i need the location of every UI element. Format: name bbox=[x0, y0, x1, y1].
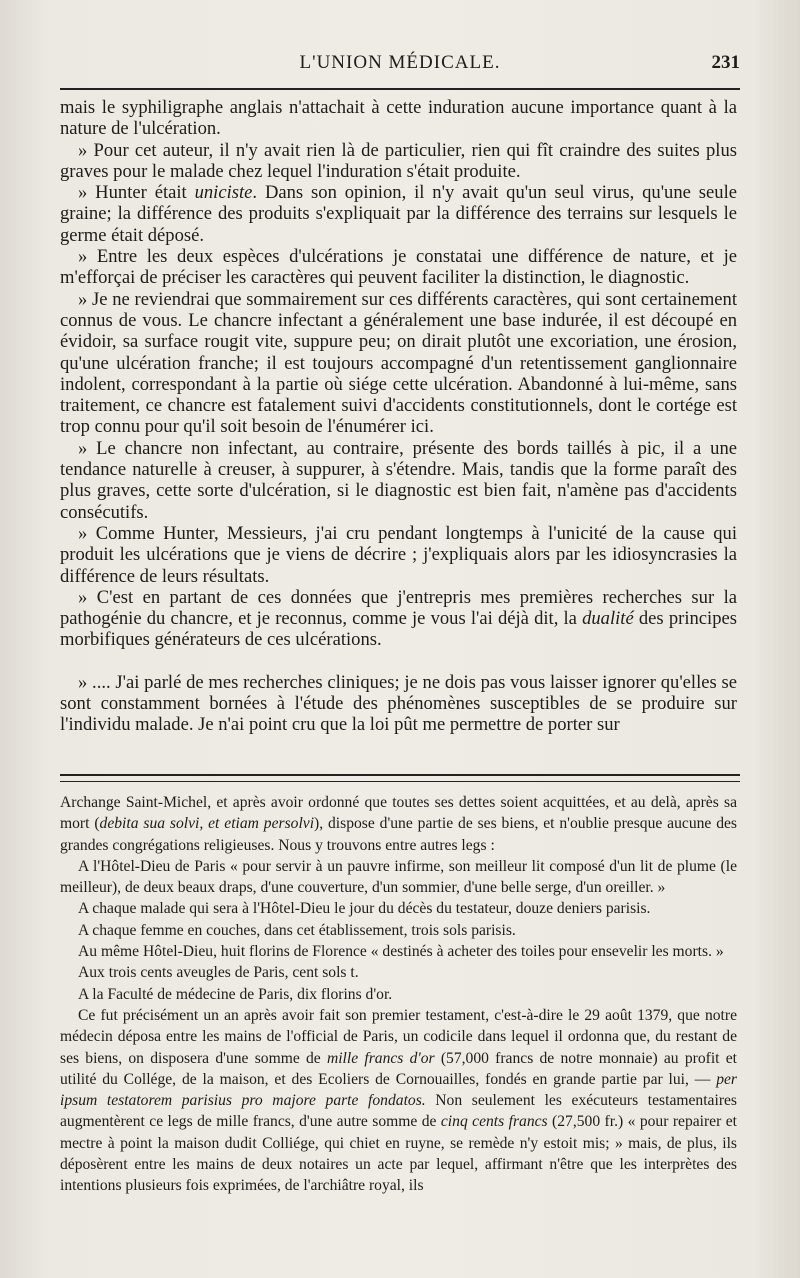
italic-phrase: debita sua solvi, et etiam persolvi bbox=[99, 815, 315, 833]
paragraph: » Je ne reviendrai que sommairement sur ces différents caractères, qui sont certainement connus de vous. Le chancre infectant a généralement une base indurée, il est découpé en évidoir, sa surface rougit vite, suppure peu; on dirait plutôt une excoriation, une érosion, qu'une ulcération franche; il est toujours accompagné d'un retentissement ganglionnaire indolent, correspondant à la partie où siége cette ulcération. Abandonné à lui-même, sans traitement, ce chancre est fatalement suivi d'accidents constitutionnels, dont le cortége est trop connu pour qu'il soit besoin de l'énumérer ici. bbox=[60, 288, 737, 438]
paragraph bbox=[60, 182, 737, 246]
footnote-paragraph: Au même Hôtel-Dieu, huit florins de Florence « destinés à acheter des toiles pour ensevelir les morts. » bbox=[78, 943, 724, 961]
footnote-separator bbox=[60, 774, 740, 782]
journal-title: L'UNION MÉDICALE. bbox=[299, 52, 501, 73]
italic-phrase: cinq cents francs bbox=[440, 1113, 548, 1131]
paragraph: » Le chancre non infectant, au contraire, présente des bords taillés à pic, il a une tendance naturelle à creuser, à suppurer, à s'étendre. Mais, tandis que la forme paraît des plus graves, cette sorte d'ulcération, si le diagnostic est bien fait, n'amène pas d'accidents consécutifs. bbox=[60, 437, 737, 523]
text-run: » Hunter était bbox=[78, 182, 195, 204]
italic-term: dualité bbox=[582, 608, 634, 630]
main-text bbox=[60, 97, 737, 736]
header-rule bbox=[60, 88, 740, 90]
italic-phrase: per ipsum testatorem parisius pro majore parte fondatos. bbox=[60, 1070, 737, 1110]
text-run: (57,000 francs de notre monnaie) au profit et utilité du Collége, de la maison, et des Ecoliers de Cornouailles, fondés en grande partie par lui, — bbox=[60, 1049, 737, 1088]
text-run: Archange Saint-Michel, et après avoir ordonné que toutes ses dettes soient acquittées, et au delà, après sa mort ( bbox=[60, 794, 737, 833]
paragraph bbox=[60, 587, 737, 651]
footnote-text bbox=[60, 792, 737, 1197]
text-run: ), dispose d'une partie de ses biens, et n'oublie presque aucune des grandes congrégations religieuses. Nous y trouvons entre autres legs : bbox=[60, 815, 737, 854]
paragraph: » Pour cet auteur, il n'y avait rien là de particulier, rien qui fît craindre des suites plus graves pour le malade chez lequel l'induration s'était produite. bbox=[60, 139, 737, 182]
footnote-paragraph: A chaque femme en couches, dans cet établissement, trois sols parisis. bbox=[78, 921, 516, 939]
footnote-paragraph: Aux trois cents aveugles de Paris, cent sols t. bbox=[78, 964, 359, 982]
footnote-paragraph: A l'Hôtel-Dieu de Paris « pour servir à un pauvre infirme, son meilleur lit composé d'un lit de plume (le meilleur), de deux beaux draps, d'une couverture, d'un sommier, d'une belle serge, d'un oreiller. » bbox=[60, 857, 737, 897]
paragraph: » Comme Hunter, Messieurs, j'ai cru pendant longtemps à l'unicité de la cause qui produit les ulcérations que je viens de décrire ; j'expliquais alors par les idiosyncrasies la différence de leurs résultats. bbox=[60, 522, 737, 587]
page-number: 231 bbox=[711, 52, 740, 73]
text-run: des principes morbifiques générateurs de ces ulcérations. bbox=[60, 608, 737, 651]
text-run: » C'est en partant de ces données que j'entrepris mes premières recherches sur la pathogénie du chancre, et je reconnus, comme je vous l'ai déjà dit, la bbox=[60, 586, 737, 630]
footnote-paragraph bbox=[60, 1005, 737, 1197]
italic-term: uniciste bbox=[194, 182, 253, 204]
text-run: . Dans son opinion, il n'y avait qu'un seul virus, qu'une seule graine; la différence des produits s'expliquait par la différence des terrains sur lesquels le germe était déposé. bbox=[60, 182, 737, 246]
footnote-paragraph: A la Faculté de médecine de Paris, dix florins d'or. bbox=[78, 985, 393, 1003]
text-run: Non seulement les exécuteurs testamentaires augmentèrent ce legs de mille francs, d'une autre somme de bbox=[60, 1092, 737, 1131]
paragraph: mais le syphiligraphe anglais n'attachait à cette induration aucune importance quant à la nature de l'ulcération. bbox=[60, 97, 737, 140]
footnote-paragraph bbox=[60, 792, 737, 856]
text-run: (27,500 fr.) « pour repairer et mectre à point la maison dudit Colliége, qui chiet en ruyne, se remède n'y estoit mis; » mais, de plus, ils déposèrent entre les mains de deux notaires un acte par lequel, affirmant n'être que les interprètes des intentions plusieurs fois exprimées, de l'archiâtre royal, ils bbox=[60, 1113, 737, 1195]
text-run: Ce fut précisément un an après avoir fait son premier testament, c'est-à-dire le 29 août 1379, que notre médecin déposa entre les mains de l'official de Paris, un codicile dans lequel il ordonna que, du restant de ses biens, on disposera d'une somme de bbox=[60, 1006, 737, 1067]
italic-phrase: mille francs d'or bbox=[326, 1049, 435, 1067]
paragraph: » Entre les deux espèces d'ulcérations je constatai une différence de nature, et je m'efforçai de préciser les caractères qui peuvent faciliter la distinction, le diagnostic. bbox=[60, 246, 737, 289]
running-header bbox=[60, 52, 740, 80]
paragraph: » .... J'ai parlé de mes recherches cliniques; je ne dois pas vous laisser ignorer qu'elles se sont constamment bornées à l'étude des phénomènes susceptibles de se produire sur l'individu malade. Je n'ai point cru que la loi pût me permettre de porter sur bbox=[60, 671, 737, 736]
footnote-paragraph: A chaque malade qui sera à l'Hôtel-Dieu le jour du décès du testateur, douze deniers parisis. bbox=[78, 900, 651, 918]
